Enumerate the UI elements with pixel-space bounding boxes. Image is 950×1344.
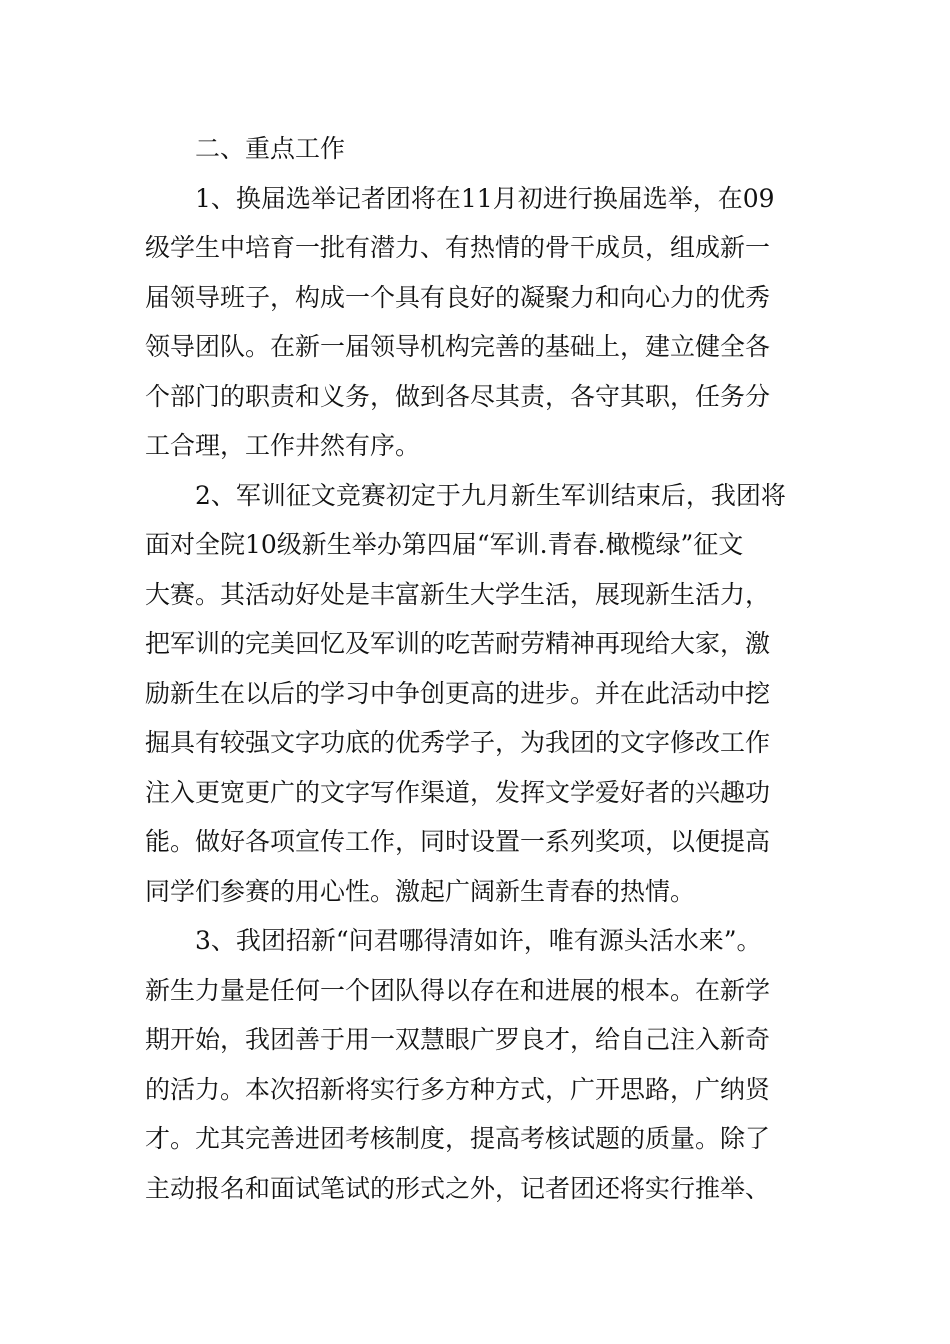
paragraph-3-line-6: 主动报名和面试笔试的形式之外，记者团还将实行推举、 [145, 1174, 771, 1203]
paragraph-1-line-2: 级学生中培育一批有潜力、有热情的骨干成员，组成新一 [145, 233, 771, 262]
paragraph-1-line-3: 届领导班子，构成一个具有良好的凝聚力和向心力的优秀 [145, 283, 771, 312]
paragraph-2-line-9: 同学们参赛的用心性。激起广阔新生青春的热情。 [145, 877, 696, 906]
section-heading: 二、重点工作 [195, 134, 346, 163]
paragraph-1-line-6: 工合理，工作井然有序。 [145, 431, 421, 460]
paragraph-3-line-2: 新生力量是任何一个团队得以存在和进展的根本。在新学 [145, 976, 771, 1005]
paragraph-2-line-2: 面对全院10级新生举办第四届“军训.青春.橄榄绿”征文 [145, 530, 744, 559]
paragraph-2-line-5: 励新生在以后的学习中争创更高的进步。并在此活动中挖 [145, 679, 771, 708]
paragraph-1-line-1: 1、换届选举记者团将在11月初进行换届选举，在09 [195, 184, 775, 213]
paragraph-3-line-3: 期开始，我团善于用一双慧眼广罗良才，给自己注入新奇 [145, 1025, 771, 1054]
paragraph-2-line-6: 掘具有较强文字功底的优秀学子，为我团的文字修改工作 [145, 728, 771, 757]
paragraph-2-line-4: 把军训的完美回忆及军训的吃苦耐劳精神再现给大家，激 [145, 629, 771, 658]
paragraph-3-line-1: 3、我团招新“问君哪得清如许，唯有源头活水来”。 [195, 926, 762, 955]
paragraph-1-line-4: 领导团队。在新一届领导机构完善的基础上，建立健全各 [145, 332, 771, 361]
paragraph-1-line-5: 个部门的职责和义务，做到各尽其责，各守其职，任务分 [145, 382, 771, 411]
paragraph-2-line-7: 注入更宽更广的文字写作渠道，发挥文学爱好者的兴趣功 [145, 778, 771, 807]
paragraph-3-line-4: 的活力。本次招新将实行多方种方式，广开思路，广纳贤 [145, 1075, 771, 1104]
paragraph-2-line-3: 大赛。其活动好处是丰富新生大学生活，展现新生活力， [145, 580, 771, 609]
paragraph-2-line-8: 能。做好各项宣传工作，同时设置一系列奖项，以便提高 [145, 827, 771, 856]
paragraph-2-line-1: 2、军训征文竞赛初定于九月新生军训结束后，我团将 [195, 481, 786, 510]
paragraph-3-line-5: 才。尤其完善进团考核制度，提高考核试题的质量。除了 [145, 1124, 771, 1153]
